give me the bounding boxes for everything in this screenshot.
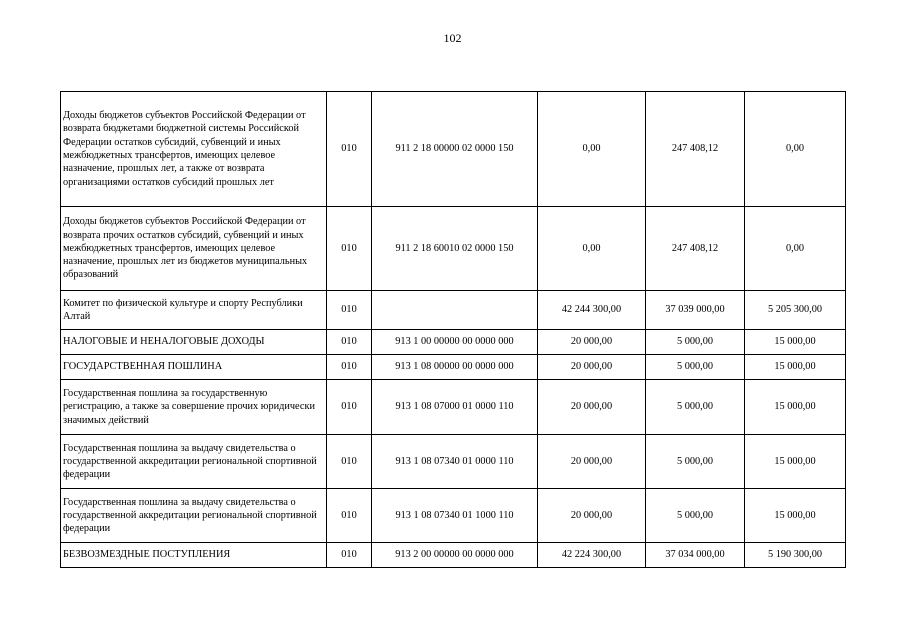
row-value-1: 0,00 — [538, 207, 646, 291]
row-value-1: 42 244 300,00 — [538, 291, 646, 330]
row-name: Государственная пошлина за выдачу свидетельства о государственной аккредитации региональной спортивной федерации — [61, 489, 327, 543]
row-code: 010 — [327, 435, 372, 489]
row-value-3: 5 190 300,00 — [745, 543, 846, 568]
row-value-3: 0,00 — [745, 207, 846, 291]
row-name: НАЛОГОВЫЕ И НЕНАЛОГОВЫЕ ДОХОДЫ — [61, 330, 327, 355]
row-kbk: 911 2 18 60010 02 0000 150 — [372, 207, 538, 291]
row-code: 010 — [327, 330, 372, 355]
row-value-3: 15 000,00 — [745, 355, 846, 380]
row-kbk: 913 1 08 07340 01 0000 110 — [372, 435, 538, 489]
table-row — [61, 380, 846, 435]
row-code: 010 — [327, 380, 372, 435]
row-code: 010 — [327, 355, 372, 380]
row-value-3: 5 205 300,00 — [745, 291, 846, 330]
table-row — [61, 543, 846, 568]
row-value-3: 15 000,00 — [745, 330, 846, 355]
row-value-2: 5 000,00 — [646, 330, 745, 355]
row-kbk: 911 2 18 00000 02 0000 150 — [372, 92, 538, 207]
row-value-2: 247 408,12 — [646, 207, 745, 291]
row-value-3: 0,00 — [745, 92, 846, 207]
table-row — [61, 489, 846, 543]
row-code: 010 — [327, 207, 372, 291]
row-code: 010 — [327, 291, 372, 330]
row-value-1: 42 224 300,00 — [538, 543, 646, 568]
row-value-1: 0,00 — [538, 92, 646, 207]
budget-table — [60, 91, 846, 568]
row-code: 010 — [327, 92, 372, 207]
row-value-1: 20 000,00 — [538, 489, 646, 543]
table-row — [61, 291, 846, 330]
row-name: Государственная пошлина за государственную регистрацию, а также за совершение прочих юридически значимых действий — [61, 380, 327, 435]
row-value-2: 5 000,00 — [646, 355, 745, 380]
row-value-2: 5 000,00 — [646, 489, 745, 543]
row-name: Доходы бюджетов субъектов Российской Федерации от возврата бюджетами бюджетной системы Российской Федерации остатков субсидий, субвенций и иных межбюджетных трансфертов, имеющих целевое назначение, прошлых лет, а также от возврата организациями остатков субсидий прошлых лет — [61, 92, 327, 207]
row-kbk: 913 1 00 00000 00 0000 000 — [372, 330, 538, 355]
row-value-2: 5 000,00 — [646, 380, 745, 435]
row-value-3: 15 000,00 — [745, 380, 846, 435]
table-row — [61, 355, 846, 380]
row-kbk: 913 1 08 07340 01 1000 110 — [372, 489, 538, 543]
row-name: БЕЗВОЗМЕЗДНЫЕ ПОСТУПЛЕНИЯ — [61, 543, 327, 568]
row-name: Комитет по физической культуре и спорту Республики Алтай — [61, 291, 327, 330]
row-name: ГОСУДАРСТВЕННАЯ ПОШЛИНА — [61, 355, 327, 380]
row-value-2: 37 039 000,00 — [646, 291, 745, 330]
row-value-1: 20 000,00 — [538, 435, 646, 489]
row-kbk: 913 1 08 07000 01 0000 110 — [372, 380, 538, 435]
row-value-3: 15 000,00 — [745, 435, 846, 489]
row-value-2: 5 000,00 — [646, 435, 745, 489]
row-code: 010 — [327, 543, 372, 568]
row-value-1: 20 000,00 — [538, 330, 646, 355]
row-code: 010 — [327, 489, 372, 543]
table-row — [61, 435, 846, 489]
row-kbk — [372, 291, 538, 330]
row-kbk: 913 1 08 00000 00 0000 000 — [372, 355, 538, 380]
table-row — [61, 330, 846, 355]
row-name: Государственная пошлина за выдачу свидетельства о государственной аккредитации региональной спортивной федерации — [61, 435, 327, 489]
table-row — [61, 207, 846, 291]
row-value-1: 20 000,00 — [538, 355, 646, 380]
row-name: Доходы бюджетов субъектов Российской Федерации от возврата прочих остатков субсидий, субвенций и иных межбюджетных трансфертов, имеющих целевое назначение, прошлых лет из бюджетов муниципальных образований — [61, 207, 327, 291]
table-row — [61, 92, 846, 207]
row-kbk: 913 2 00 00000 00 0000 000 — [372, 543, 538, 568]
page-number: 102 — [443, 31, 462, 45]
row-value-3: 15 000,00 — [745, 489, 846, 543]
row-value-1: 20 000,00 — [538, 380, 646, 435]
row-value-2: 37 034 000,00 — [646, 543, 745, 568]
row-value-2: 247 408,12 — [646, 92, 745, 207]
